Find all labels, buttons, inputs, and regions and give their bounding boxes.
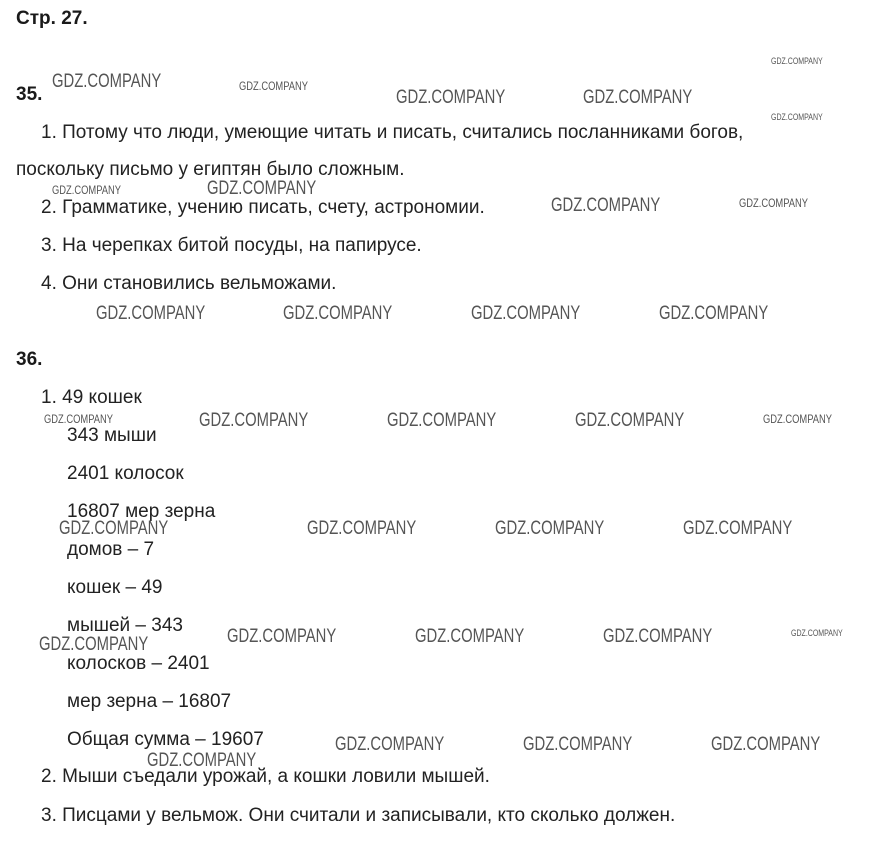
task-36-answer-3: 3. Писцами у вельмож. Они считали и записывали, кто сколько должен.	[41, 805, 676, 826]
watermark: GDZ.COMPANY	[415, 626, 525, 647]
task-35-answer-1-continued: поскольку письмо у египтян было сложным.	[16, 159, 405, 180]
task-35-answer-3: 3. На черепках битой посуды, на папирусе.	[41, 235, 422, 256]
watermark: GDZ.COMPANY	[583, 87, 693, 108]
watermark: GDZ.COMPANY	[96, 303, 206, 324]
calc-line: кошек – 49	[67, 577, 163, 598]
watermark: GDZ.COMPANY	[523, 734, 633, 755]
watermark: GDZ.COMPANY	[307, 518, 417, 539]
watermark: GDZ.COMPANY	[199, 410, 309, 431]
watermark: GDZ.COMPANY	[59, 518, 169, 539]
calc-line: колосков – 2401	[67, 653, 210, 674]
watermark: GDZ.COMPANY	[771, 56, 823, 66]
task-35-answer-1: 1. Потому что люди, умеющие читать и писать, считались посланниками богов,	[41, 122, 744, 143]
watermark: GDZ.COMPANY	[52, 71, 162, 92]
watermark: GDZ.COMPANY	[207, 178, 317, 199]
watermark: GDZ.COMPANY	[771, 112, 823, 122]
watermark: GDZ.COMPANY	[396, 87, 506, 108]
watermark: GDZ.COMPANY	[471, 303, 581, 324]
calc-line: 343 мыши	[67, 425, 157, 446]
watermark: GDZ.COMPANY	[711, 734, 821, 755]
watermark: GDZ.COMPANY	[495, 518, 605, 539]
calc-line: домов – 7	[67, 539, 155, 560]
page-number: Стр. 27.	[16, 8, 88, 29]
watermark: GDZ.COMPANY	[44, 412, 113, 426]
calc-line: мер зерна – 16807	[67, 691, 232, 712]
calc-total: Общая сумма – 19607	[67, 729, 264, 750]
watermark: GDZ.COMPANY	[227, 626, 337, 647]
watermark: GDZ.COMPANY	[659, 303, 769, 324]
task-36-answer-2: 2. Мыши съедали урожай, а кошки ловили мышей.	[41, 766, 490, 787]
watermark: GDZ.COMPANY	[39, 634, 149, 655]
calc-line: 2401 колосок	[67, 463, 184, 484]
watermark: GDZ.COMPANY	[791, 628, 843, 638]
watermark: GDZ.COMPANY	[739, 196, 808, 210]
watermark: GDZ.COMPANY	[551, 195, 661, 216]
task-35-answer-2: 2. Грамматике, учению писать, счету, астрономии.	[41, 197, 485, 218]
watermark: GDZ.COMPANY	[283, 303, 393, 324]
watermark: GDZ.COMPANY	[52, 183, 121, 197]
watermark: GDZ.COMPANY	[763, 412, 832, 426]
task-36-answer-1: 1. 49 кошек	[41, 387, 142, 408]
task-35-answer-4: 4. Они становились вельможами.	[41, 273, 337, 294]
task-35-number: 35.	[16, 84, 43, 105]
watermark: GDZ.COMPANY	[575, 410, 685, 431]
watermark: GDZ.COMPANY	[335, 734, 445, 755]
watermark: GDZ.COMPANY	[387, 410, 497, 431]
calc-line: мышей – 343	[67, 615, 183, 636]
watermark: GDZ.COMPANY	[603, 626, 713, 647]
watermark: GDZ.COMPANY	[683, 518, 793, 539]
task-36-number: 36.	[16, 349, 43, 370]
calc-line: 16807 мер зерна	[67, 501, 216, 522]
watermark: GDZ.COMPANY	[239, 79, 308, 93]
watermark: GDZ.COMPANY	[147, 750, 257, 771]
